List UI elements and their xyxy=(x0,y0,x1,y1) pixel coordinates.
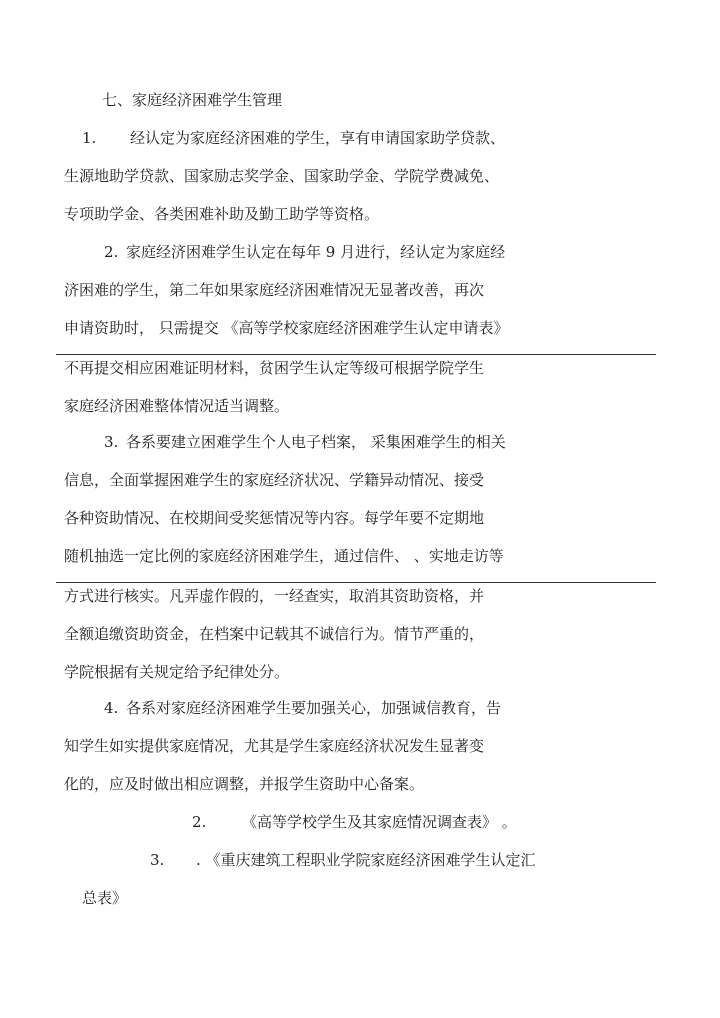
horizontal-rule xyxy=(56,354,656,355)
item-number: 2. xyxy=(104,243,119,261)
paragraph-line: 化的，应及时做出相应调整，并报学生资助中心备案。 xyxy=(64,775,425,793)
paragraph-line: 家庭经济困难整体情况适当调整。 xyxy=(64,397,290,415)
paragraph-line: 生源地助学贷款、国家励志奖学金、国家助学金、学院学费减免、 xyxy=(64,167,500,185)
attachment-line: 总表》 xyxy=(82,889,128,907)
paragraph-line: 专项助学金、各类困难补助及勤工助学等资格。 xyxy=(64,205,380,223)
paragraph-line: 学院根据有关规定给予纪律处分。 xyxy=(64,663,290,681)
paragraph-line: 各系要建立困难学生个人电子档案， 采集困难学生的相关 xyxy=(126,433,506,451)
paragraph-line: 不再提交相应困难证明材料，贫困学生认定等级可根据学院学生 xyxy=(64,359,485,377)
item-number: 3. xyxy=(104,433,119,451)
paragraph-line: 家庭经济困难学生认定在每年 9 月进行，经认定为家庭经 xyxy=(126,243,506,261)
paragraph-line: 各种资助情况、在校期间受奖惩情况等内容。每学年要不定期地 xyxy=(64,509,485,527)
paragraph-line: 信息，全面掌握困难学生的家庭经济状况、学籍异动情况、接受 xyxy=(64,471,485,489)
paragraph-line: 经认定为家庭经济困难的学生，享有申请国家助学贷款、 xyxy=(130,129,506,147)
paragraph-line: 全额追缴资助资金，在档案中记载其不诚信行为。情节严重的， xyxy=(64,625,485,643)
item-number: 4. xyxy=(104,699,119,717)
paragraph-line: 各系对家庭经济困难学生要加强关心，加强诚信教育，告 xyxy=(126,699,502,717)
attachment-number: 2. xyxy=(192,813,207,831)
item-number: 1. xyxy=(82,129,97,147)
attachment-line: 《高等学校学生及其家庭情况调查表》 。 xyxy=(242,813,517,831)
page-heading: 七、家庭经济困难学生管理 xyxy=(102,91,283,109)
paragraph-line: 知学生如实提供家庭情况，尤其是学生家庭经济状况发生显著变 xyxy=(64,737,485,755)
paragraph-line: 济困难的学生，第二年如果家庭经济困难情况无显著改善，再次 xyxy=(64,281,485,299)
attachment-number: 3. xyxy=(150,851,165,869)
paragraph-line: 随机抽选一定比例的家庭经济困难学生，通过信件、 、实地走访等 xyxy=(64,547,504,565)
paragraph-line: 申请资助时， 只需提交 《高等学校家庭经济困难学生认定申请表》 xyxy=(64,319,509,337)
attachment-line: . 《重庆建筑工程职业学院家庭经济困难学生认定汇 xyxy=(196,851,536,869)
paragraph-line: 方式进行核实。凡弄虚作假的，一经查实，取消其资助资格，并 xyxy=(64,587,485,605)
horizontal-rule xyxy=(56,582,656,583)
